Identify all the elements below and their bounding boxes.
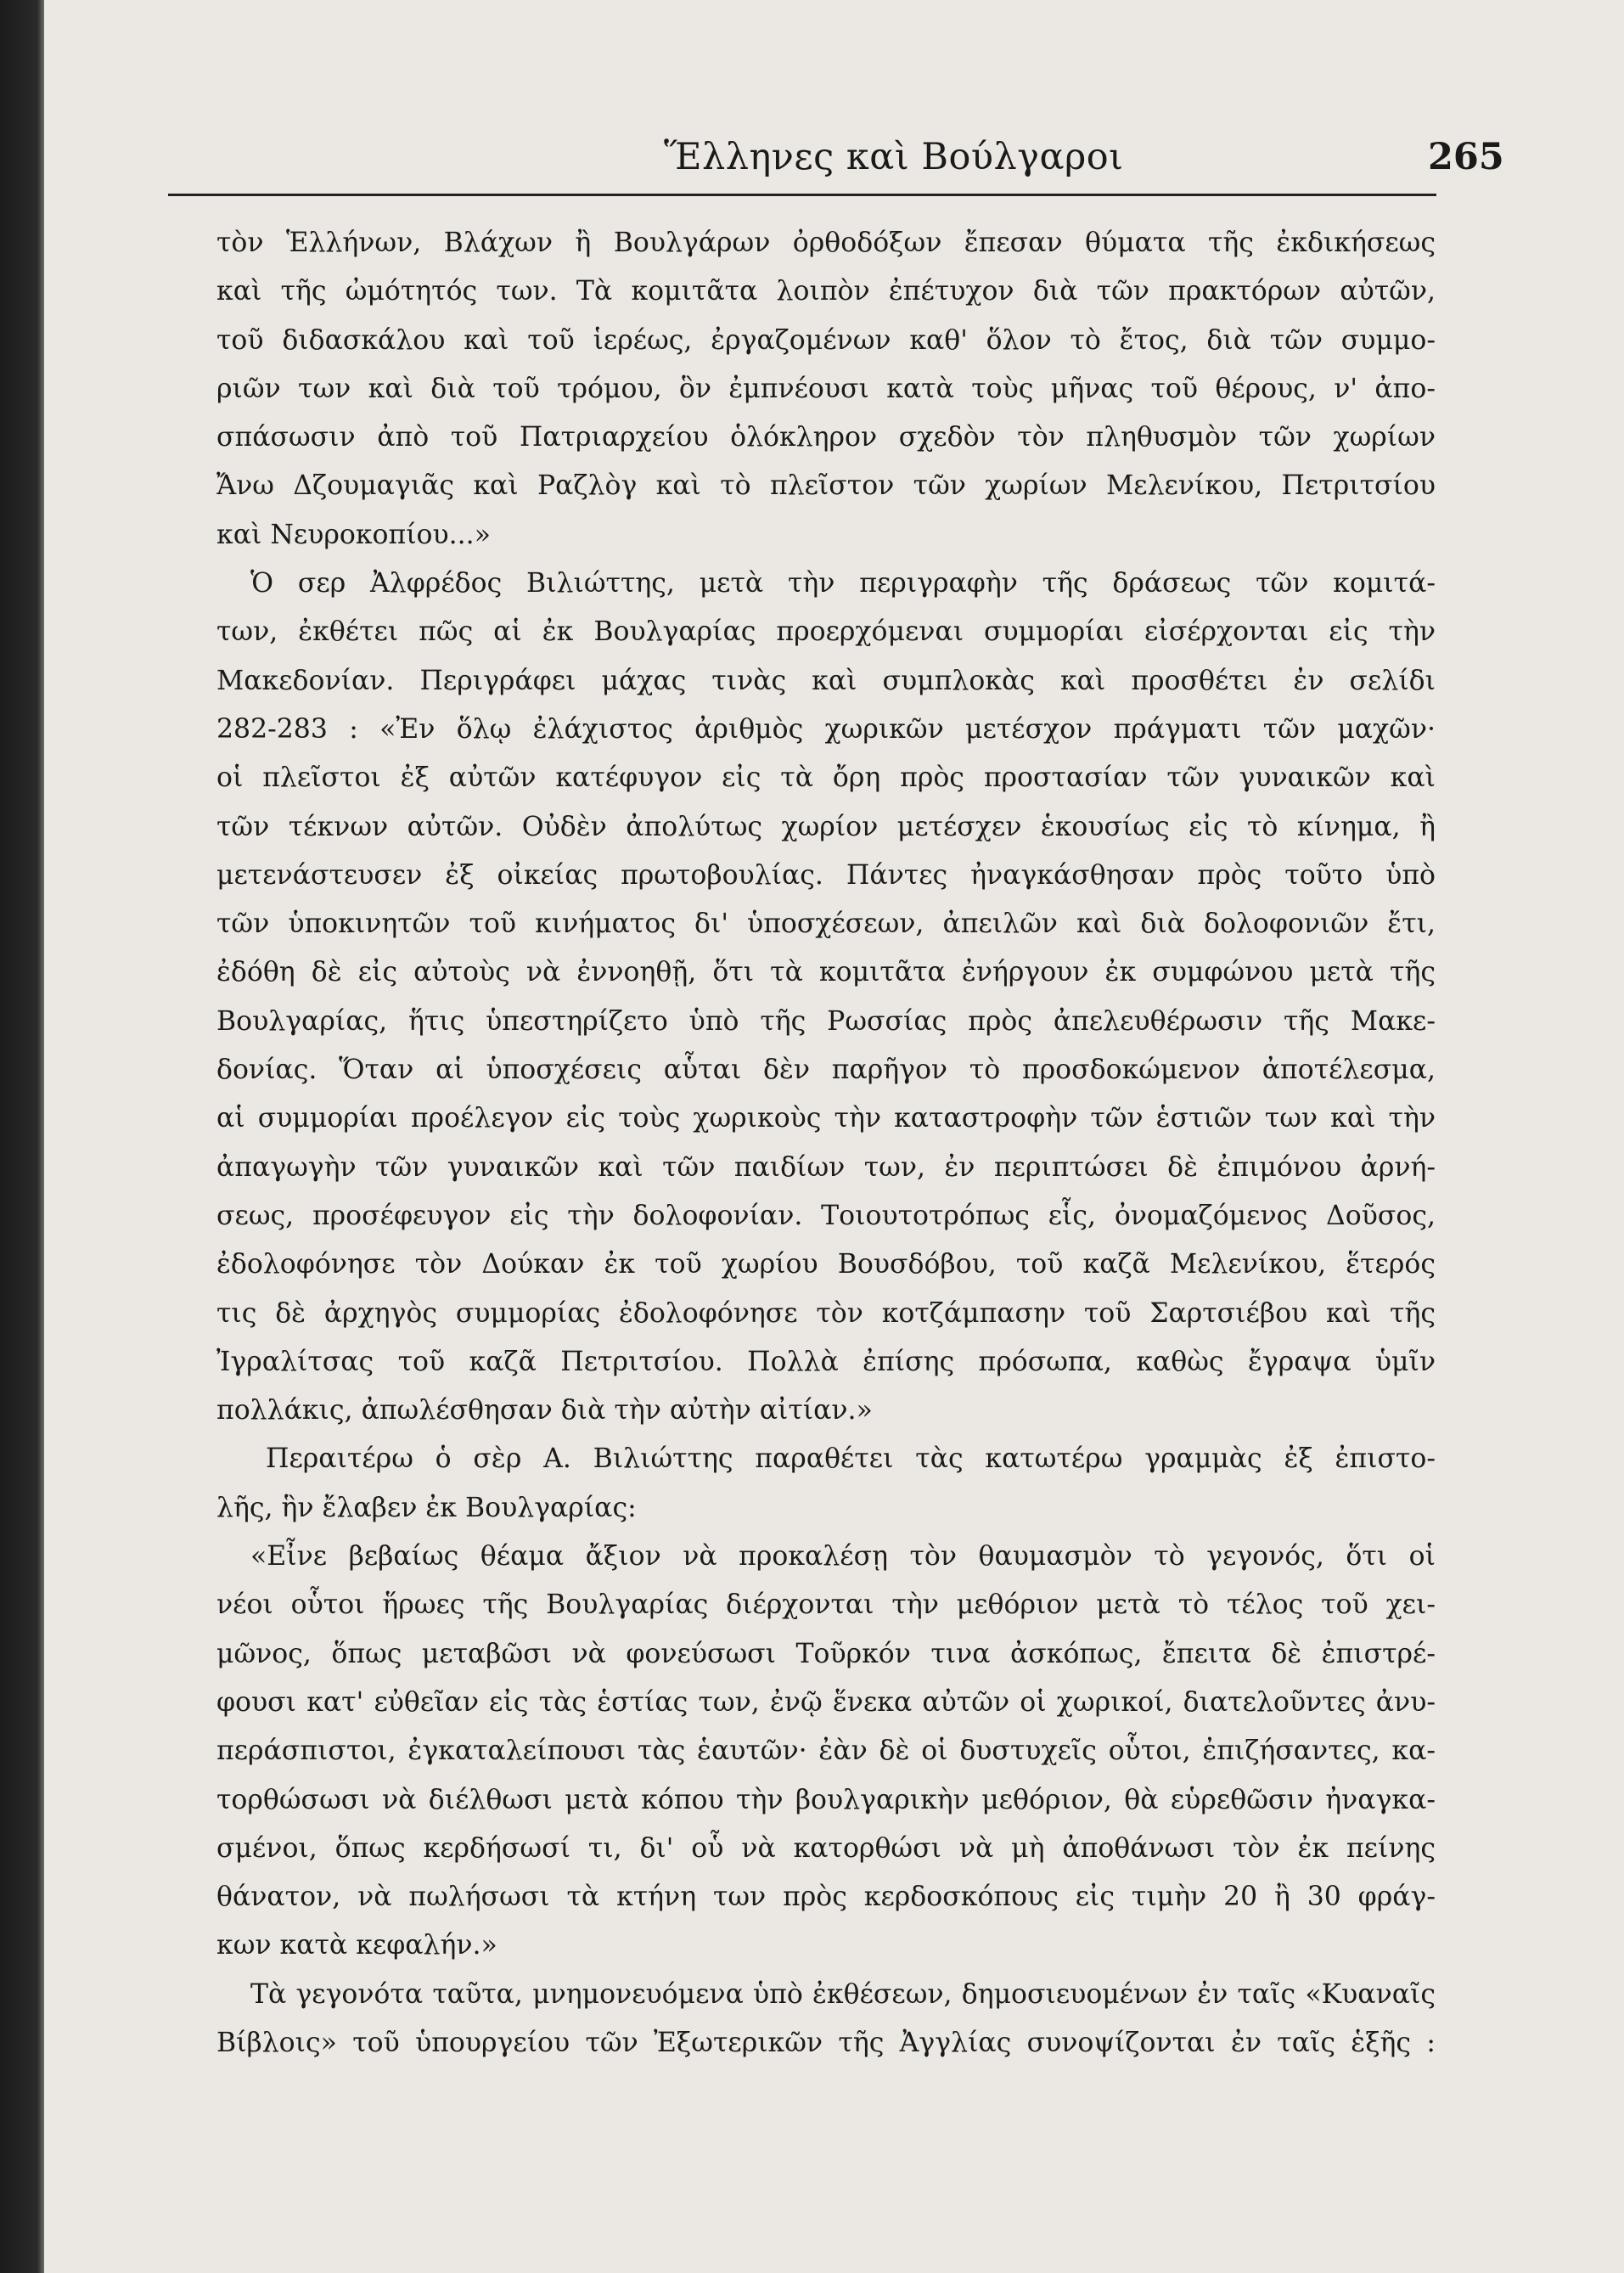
running-title: Ἕλληνες καὶ Βούλγαροι bbox=[664, 136, 1124, 178]
text-line: 282-283 : «Ἐν ὅλῳ ἐλάχιστος ἀριθμὸς χωρικῶν μετέσχον πράγματι τῶν μαχῶν· bbox=[216, 713, 1436, 745]
text-line: τις δὲ ἀρχηγὸς συμμορίας ἐδολοφόνησε τὸν κοτζάμπασην τοῦ Σαρτσιέβου καὶ τῆς bbox=[216, 1297, 1436, 1329]
book-binding-edge bbox=[0, 0, 44, 2273]
text-line: τορθώσωσι νὰ διέλθωσι μετὰ κόπου τὴν βουλγαρικὴν μεθόριον, θὰ εὑρεθῶσιν ἠναγκα- bbox=[216, 1784, 1436, 1815]
text-line: μετενάστευσεν ἐξ οἰκείας πρωτοβουλίας. Πάντες ἠναγκάσθησαν πρὸς τοῦτο ὑπὸ bbox=[216, 859, 1436, 891]
text-line: ἀπαγωγὴν τῶν γυναικῶν καὶ τῶν παιδίων των, ἐν περιπτώσει δὲ ἐπιμόνου ἀρνή- bbox=[216, 1151, 1436, 1183]
text-line: θάνατον, νὰ πωλήσωσι τὰ κτήνη των πρὸς κερδοσκόπους εἰς τιμὴν 20 ἢ 30 φράγ- bbox=[216, 1882, 1436, 1913]
text-line: Μακεδονίαν. Περιγράφει μάχας τινὰς καὶ συμπλοκὰς καὶ προσθέτει ἐν σελίδι bbox=[216, 665, 1436, 696]
text-line: περάσπιστοι, ἐγκαταλείπουσι τὰς ἑαυτῶν· ἐὰν δὲ οἱ δυστυχεῖς οὗτοι, ἐπιζήσαντες, κα- bbox=[216, 1736, 1436, 1767]
text-line: τῶν ὑποκινητῶν τοῦ κινήματος δι' ὑποσχέσεων, ἀπειλῶν καὶ διὰ δολοφονιῶν ἔτι, bbox=[216, 909, 1436, 940]
text-line: νέοι οὗτοι ἥρωες τῆς Βουλγαρίας διέρχονται τὴν μεθόριον μετὰ τὸ τέλος τοῦ χει- bbox=[216, 1589, 1436, 1621]
text-line: καὶ Νευροκοπίου...» bbox=[216, 519, 491, 550]
text-line: Ὁ σερ Ἀλφρέδος Βιλιώττης, μετὰ τὴν περιγραφὴν τῆς δράσεως τῶν κομιτά- bbox=[250, 568, 1436, 599]
text-line: Περαιτέρω ὁ σὲρ Α. Βιλιώττης παραθέτει τὰς κατωτέρω γραμμὰς ἐξ ἐπιστο- bbox=[266, 1443, 1436, 1475]
body-text bbox=[216, 219, 1436, 2068]
text-line: φουσι κατ' εὐθεῖαν εἰς τὰς ἑστίας των, ἐνῷ ἕνεκα αὐτῶν οἱ χωρικοί, διατελοῦντες ἀνυ- bbox=[216, 1686, 1436, 1718]
text-line: τὸν Ἑλλήνων, Βλάχων ἢ Βουλγάρων ὀρθοδόξων ἔπεσαν θύματα τῆς ἐκδικήσεως bbox=[216, 228, 1436, 258]
text-line: σπάσωσιν ἀπὸ τοῦ Πατριαρχείου ὁλόκληρον σχεδὸν τὸν πληθυσμὸν τῶν χωρίων bbox=[216, 422, 1436, 453]
text-line: Βουλγαρίας, ἥτις ὑπεστηρίζετο ὑπὸ τῆς Ρωσσίας πρὸς ἀπελευθέρωσιν τῆς Μακε- bbox=[216, 1005, 1436, 1037]
text-line: Ἰγραλίτσας τοῦ καζᾶ Πετριτσίου. Πολλὰ ἐπίσης πρόσωπα, καθὼς ἔγραψα ὑμῖν bbox=[216, 1346, 1436, 1377]
text-line: σμένοι, ὅπως κερδήσωσί τι, δι' οὗ νὰ κατορθώσι νὰ μὴ ἀποθάνωσι τὸν ἐκ πείνης bbox=[216, 1832, 1436, 1864]
text-line: Ἄνω Δζουμαγιᾶς καὶ Ραζλὸγ καὶ τὸ πλεῖστον τῶν χωρίων Μελενίκου, Πετριτσίου bbox=[216, 470, 1436, 502]
text-line: λῆς, ἣν ἔλαβεν ἐκ Βουλγαρίας: bbox=[216, 1492, 637, 1523]
text-line: ἐδόθη δὲ εἰς αὐτοὺς νὰ ἐννοηθῇ, ὅτι τὰ κομιτᾶτα ἐνήργουν ἐκ συμφώνου μετὰ τῆς bbox=[216, 957, 1436, 988]
page-number: 265 bbox=[1428, 136, 1504, 178]
text-line: πολλάκις, ἀπωλέσθησαν διὰ τὴν αὐτὴν αἰτίαν.» bbox=[216, 1395, 873, 1426]
text-line: «Εἶνε βεβαίως θέαμα ἄξιον νὰ προκαλέσῃ τὸν θαυμασμὸν τὸ γεγονός, ὅτι οἱ bbox=[250, 1541, 1436, 1573]
text-line: των, ἐκθέτει πῶς αἱ ἐκ Βουλγαρίας προερχόμεναι συμμορίαι εἰσέρχονται εἰς τὴν bbox=[216, 616, 1436, 648]
text-line: κων κατὰ κεφαλήν.» bbox=[216, 1930, 497, 1961]
text-line: δονίας. Ὅταν αἱ ὑποσχέσεις αὗται δὲν παρῆγον τὸ προσδοκώμενον ἀποτέλεσμα, bbox=[216, 1055, 1436, 1086]
text-line: ριῶν των καὶ διὰ τοῦ τρόμου, ὃν ἐμπνέουσι κατὰ τοὺς μῆνας τοῦ θέρους, ν' ἀπο- bbox=[216, 373, 1436, 404]
text-line: σεως, προσέφευγον εἰς τὴν δολοφονίαν. Τοιουτοτρόπως εἷς, ὀνομαζόμενος Δοῦσος, bbox=[216, 1200, 1436, 1231]
text-line: Τὰ γεγονότα ταῦτα, μνημονευόμενα ὑπὸ ἐκθέσεων, δημοσιευομένων ἐν ταῖς «Κυαναῖς bbox=[250, 1978, 1436, 2010]
text-line: καὶ τῆς ὠμότητός των. Τὰ κομιτᾶτα λοιπὸν ἐπέτυχον διὰ τῶν πρακτόρων αὐτῶν, bbox=[216, 276, 1436, 307]
text-line: τῶν τέκνων αὐτῶν. Οὐδὲν ἀπολύτως χωρίον μετέσχεν ἑκουσίως εἰς τὸ κίνημα, ἢ bbox=[216, 811, 1436, 842]
text-line: ἐδολοφόνησε τὸν Δούκαν ἐκ τοῦ χωρίου Βουσδόβου, τοῦ καζᾶ Μελενίκου, ἕτερός bbox=[216, 1249, 1436, 1280]
text-line: οἱ πλεῖστοι ἐξ αὐτῶν κατέφυγον εἰς τὰ ὄρη πρὸς προστασίαν τῶν γυναικῶν καὶ bbox=[216, 762, 1436, 794]
text-line: μῶνος, ὅπως μεταβῶσι νὰ φονεύσωσι Τοῦρκόν τινα ἀσκόπως, ἔπειτα δὲ ἐπιστρέ- bbox=[216, 1638, 1436, 1669]
text-line: αἱ συμμορίαι προέλεγον εἰς τοὺς χωρικοὺς τὴν καταστροφὴν τῶν ἑστιῶν των καὶ τὴν bbox=[216, 1103, 1436, 1134]
header-rule bbox=[168, 194, 1436, 196]
text-line: τοῦ διδασκάλου καὶ τοῦ ἱερέως, ἐργαζομένων καθ' ὅλον τὸ ἔτος, διὰ τῶν συμμο- bbox=[216, 324, 1436, 356]
text-line: Βίβλοις» τοῦ ὑπουργείου τῶν Ἐξωτερικῶν τῆς Ἀγγλίας συνοψίζονται ἐν ταῖς ἑξῆς : bbox=[216, 2027, 1436, 2058]
